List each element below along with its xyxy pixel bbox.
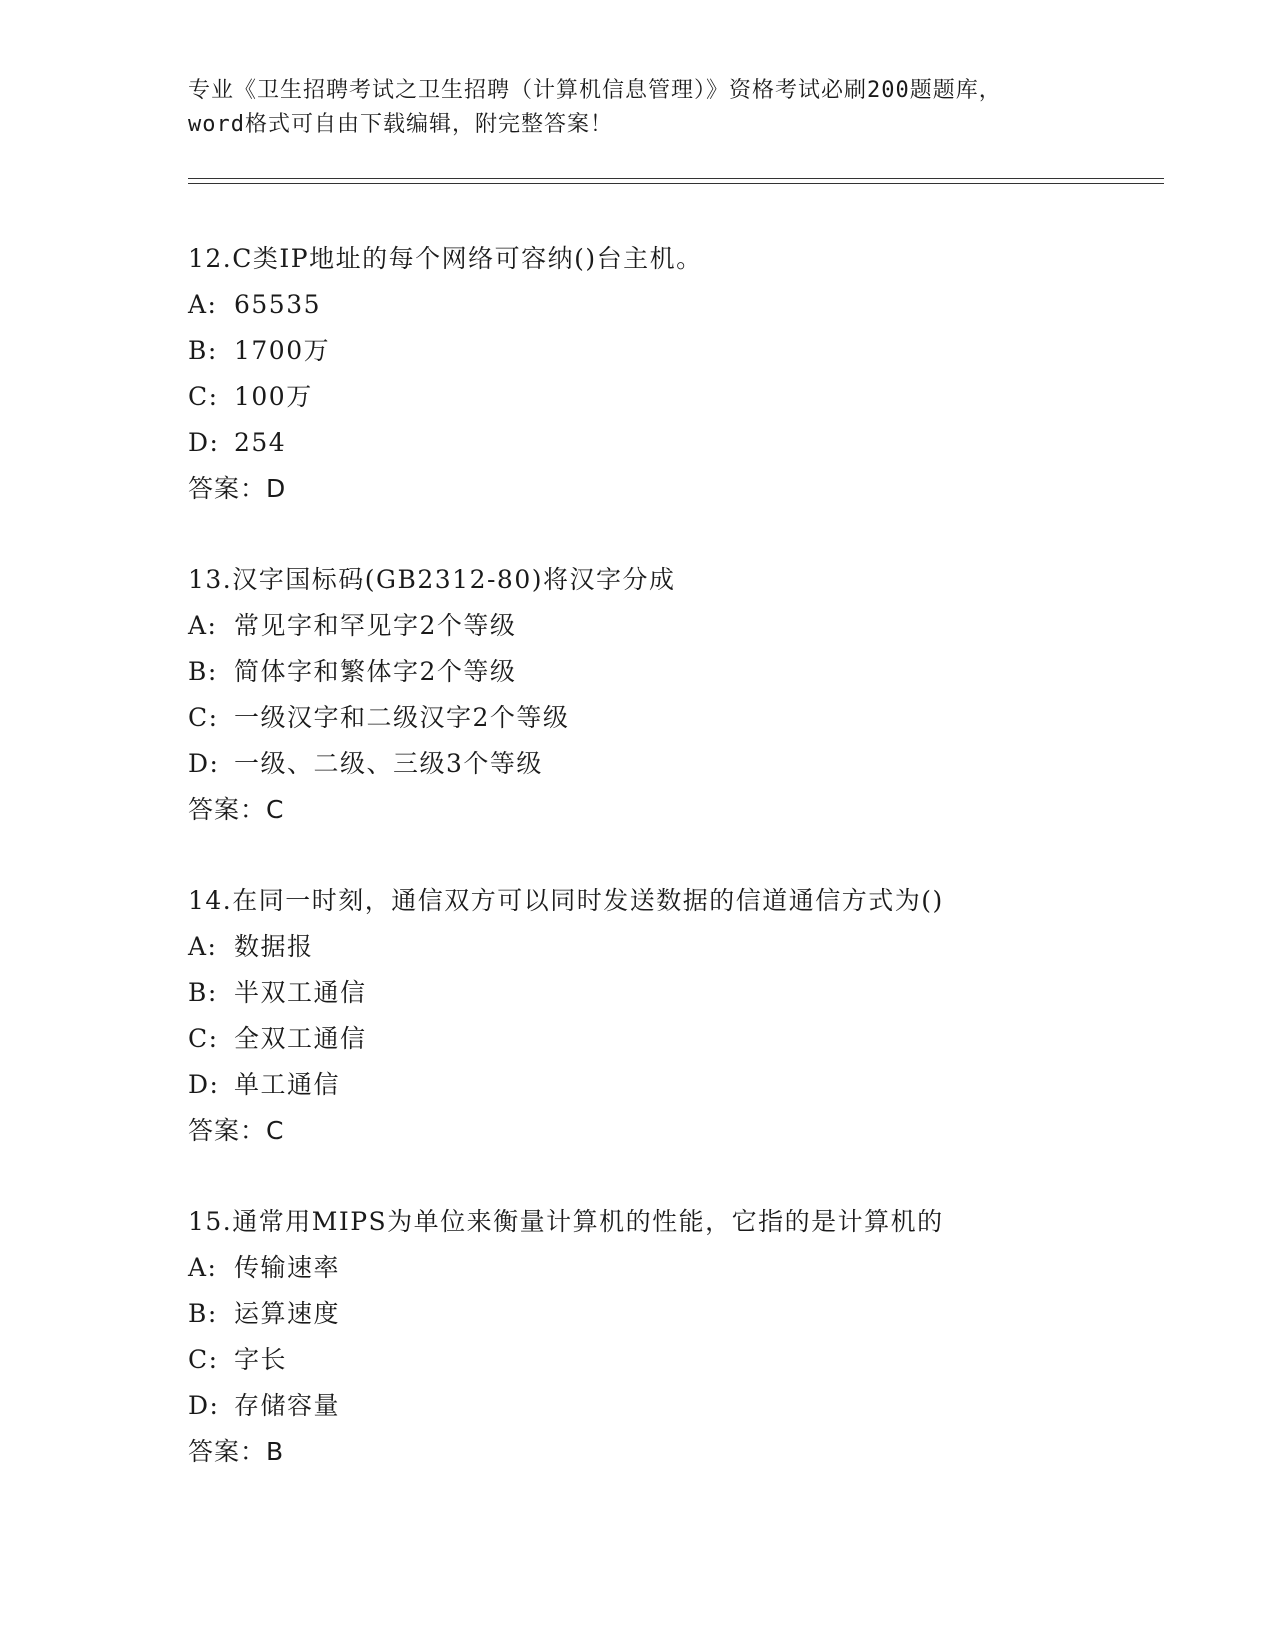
option-c (188, 695, 1168, 741)
option-text: 存储容量 (234, 1391, 341, 1420)
answer-line: 答案：C (188, 795, 285, 824)
option-letter: A: (188, 290, 218, 319)
option-letter: A: (188, 932, 218, 961)
option-b (188, 328, 1168, 374)
option-text: 1700万 (234, 336, 331, 365)
option-letter: C: (188, 382, 219, 411)
option-a (188, 924, 1168, 970)
option-text: 数据报 (234, 932, 314, 961)
header-divider-bottom (188, 183, 1164, 184)
option-letter: B: (188, 978, 218, 1007)
option-letter: C: (188, 703, 219, 732)
option-letter: D: (188, 749, 220, 778)
option-text: 全双工通信 (234, 1024, 367, 1053)
option-d (188, 1383, 1168, 1429)
question-stem: 13.汉字国标码(GB2312-80)将汉字分成 (188, 565, 676, 594)
header-title-line: 专业《卫生招聘考试之卫生招聘（计算机信息管理）》资格考试必刷200题题库， (188, 78, 1002, 103)
option-text: 65535 (234, 290, 322, 319)
option-d (188, 1062, 1168, 1108)
option-text: 单工通信 (234, 1070, 341, 1099)
option-text: 运算速度 (234, 1299, 341, 1328)
option-text: 一级、二级、三级3个等级 (234, 749, 543, 778)
option-d (188, 741, 1168, 787)
option-c (188, 374, 1168, 420)
question-stem: 14.在同一时刻，通信双方可以同时发送数据的信道通信方式为() (188, 886, 944, 915)
option-letter: B: (188, 1299, 218, 1328)
option-a (188, 1245, 1168, 1291)
option-letter: A: (188, 611, 218, 640)
option-text: 常见字和罕见字2个等级 (234, 611, 517, 640)
header-subtitle-line: word格式可自由下载编辑，附完整答案！ (188, 112, 613, 137)
document-header (188, 74, 1088, 142)
option-letter: C: (188, 1345, 219, 1374)
option-letter: B: (188, 657, 218, 686)
option-b (188, 649, 1168, 695)
option-letter: D: (188, 428, 220, 457)
option-text: 254 (234, 428, 287, 457)
question-block (188, 236, 1168, 512)
question-block (188, 1199, 1168, 1475)
option-c (188, 1337, 1168, 1383)
header-divider-top (188, 178, 1164, 179)
option-d (188, 420, 1168, 466)
answer-line: 答案：C (188, 1116, 285, 1145)
option-text: 传输速率 (234, 1253, 341, 1282)
option-letter: D: (188, 1391, 220, 1420)
option-letter: B: (188, 336, 218, 365)
question-block (188, 878, 1168, 1154)
option-text: 一级汉字和二级汉字2个等级 (234, 703, 570, 732)
option-text: 字长 (234, 1345, 288, 1374)
option-b (188, 1291, 1168, 1337)
option-text: 简体字和繁体字2个等级 (234, 657, 517, 686)
option-a (188, 603, 1168, 649)
option-text: 半双工通信 (234, 978, 367, 1007)
option-a (188, 282, 1168, 328)
question-stem: 12.C类IP地址的每个网络可容纳()台主机。 (188, 244, 703, 273)
option-letter: C: (188, 1024, 219, 1053)
option-b (188, 970, 1168, 1016)
answer-line: 答案：D (188, 474, 287, 503)
option-letter: A: (188, 1253, 218, 1282)
question-stem: 15.通常用MIPS为单位来衡量计算机的性能，它指的是计算机的 (188, 1207, 944, 1236)
option-letter: D: (188, 1070, 220, 1099)
question-block (188, 557, 1168, 833)
option-c (188, 1016, 1168, 1062)
answer-line: 答案：B (188, 1437, 285, 1466)
option-text: 100万 (234, 382, 313, 411)
